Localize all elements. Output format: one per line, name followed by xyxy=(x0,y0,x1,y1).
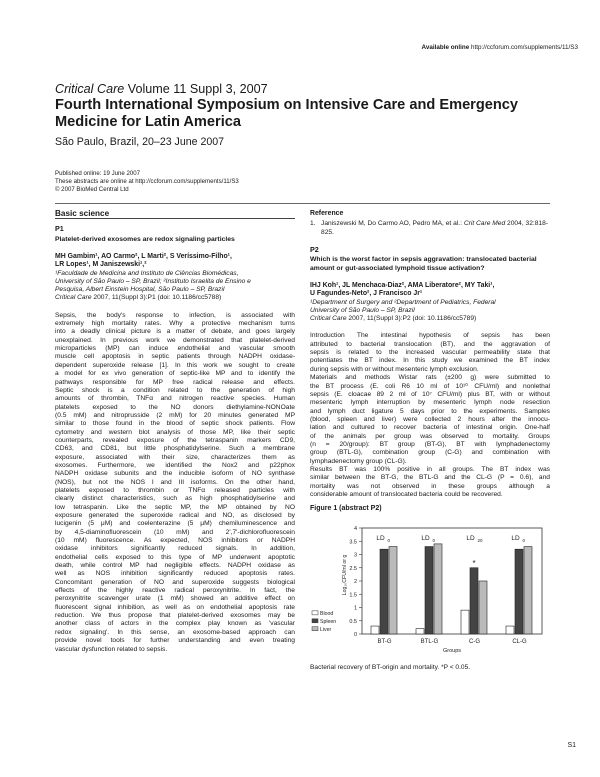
body-line: (n = 20/group): BT group (BT-G), BT with lymphadenectomy xyxy=(310,440,550,448)
abstract-body xyxy=(310,332,550,499)
legend-swatch xyxy=(312,611,318,615)
x-tick-label: C-G xyxy=(469,638,480,645)
reference-journal: Crit Care Med xyxy=(463,220,506,228)
bar xyxy=(389,546,397,633)
lethal-dose-annotation: LD xyxy=(421,534,430,542)
y-axis-label: Log₁₀CFU/ml or g xyxy=(342,554,348,595)
body-line: unexplained. In previous work we demonstrated that platelet-derived xyxy=(55,336,295,344)
journal-name: Critical Care xyxy=(55,82,125,96)
abstract-title: Which is the worst factor in sepsis aggravation: translocated bacterial amount or gut-associated lymphoid tissue activation? xyxy=(310,256,537,272)
body-line: peroxynitrite scavenger urate (1 mM) showed an additive effect on xyxy=(55,595,295,603)
section-heading: Basic science xyxy=(55,210,295,219)
reference-number: 1. xyxy=(310,220,316,228)
x-tick-label: BTL-G xyxy=(420,638,439,645)
affiliation-line: ¹Faculdade de Medicina and Instituto de Ciências Biomédicas, xyxy=(55,269,239,277)
y-tick-label: 3.5 xyxy=(349,538,357,545)
y-tick-label: 2.5 xyxy=(349,565,357,572)
body-line: pathways responsible for MP free radical release and effects. xyxy=(55,378,295,386)
lethal-dose-annotation: LD xyxy=(376,534,385,542)
page-number: S1 xyxy=(567,742,576,749)
body-line: fluorescent signal inhibition, as well as on endothelial apoptosis rate xyxy=(55,603,295,611)
header-divider xyxy=(55,203,550,204)
x-tick-label: CL-G xyxy=(512,638,527,645)
body-line: provide novel tools for further understanding and even treating xyxy=(55,637,295,645)
body-line: Concomitant generation of NO and superoxide suggests biological xyxy=(55,578,295,586)
body-line: low tetraspanin. Like the septic MP, the MP obtained by NO xyxy=(55,503,295,511)
body-line: vascular dysfunction related to sepsis. xyxy=(55,645,168,653)
y-tick-label: 3 xyxy=(353,552,357,559)
body-line: potentiates the BT index. In this study we examined the BT index xyxy=(310,357,550,365)
body-line: mesenteric lymph interruption by mesenteric lymph node resection xyxy=(310,399,550,407)
lethal-dose-annotation: LD xyxy=(466,534,475,542)
available-online-line xyxy=(422,44,578,51)
body-line: (10 mM) fluorescence. As expected, NOS inhibitors or NADPH xyxy=(55,537,295,545)
body-line: exposure, associated with their size, characterizes them as xyxy=(55,453,295,461)
affiliation-line: ¹Department of Surgery and ²Department of Pediatrics, Federal xyxy=(310,298,496,306)
body-line: platelets exposed to the NO donors diethylamine-NONOate xyxy=(55,403,295,411)
significance-star: * xyxy=(472,558,476,568)
available-label: Available online xyxy=(421,44,470,51)
journal-line xyxy=(55,82,268,96)
bar xyxy=(434,544,442,634)
annotation-subscript: 0 xyxy=(522,537,526,543)
body-line: endothelial cells exposed to this type of MP underwent apoptotic xyxy=(55,553,295,561)
reference-text xyxy=(321,220,550,237)
body-line: dependent superoxide release [1]. In this work we sought to create xyxy=(55,361,295,369)
bar xyxy=(515,549,523,634)
bar xyxy=(371,626,379,634)
authors-line: U Fagundes-Neto², J Francisco Jr¹ xyxy=(310,290,423,298)
body-line: extremely high mortality rates. Why a protective mechanism turns xyxy=(55,320,295,328)
reference-item xyxy=(310,220,550,237)
page-title: Fourth International Symposium on Intensive Care and Emergency Medicine for Latin America xyxy=(55,97,519,131)
bar xyxy=(425,546,433,633)
figure-caption: Bacterial recovery of BT-origin and mortality. *P < 0.05. xyxy=(310,663,471,671)
body-line: group (BTL-G), combination group (C-G) and combination with xyxy=(310,449,550,457)
legend-label: Spleen xyxy=(320,618,337,625)
body-line: oxidase inhibitors significantly reduced signals. In addition, xyxy=(55,545,295,553)
figure-title: Figure 1 (abstract P2) xyxy=(310,505,382,513)
reference-volume: 2004, 32:818-825. xyxy=(321,220,549,236)
bar-chart xyxy=(310,518,550,656)
body-line: similar to those found in the blood of septic shock patients. Flow xyxy=(55,420,295,428)
affiliation-line: University of São Paulo – SP, Brazil; ²Instituto Israelita de Ensino e xyxy=(55,277,251,285)
authors-line: IHJ Koh¹, JL Menchaca-Diaz², AMA Liberatore², MY Taki¹, xyxy=(310,281,495,289)
body-line: clearly distinct characteristics, such as high phosphatidylserine and xyxy=(55,495,295,503)
journal-volume: Volume 11 Suppl 3, 2007 xyxy=(127,82,268,96)
body-line: Septic shock is a condition related to the generation of high xyxy=(55,386,295,394)
authors-line: MH Gambim¹, AO Carmo², L Marti², S Veríssimo-Filho¹, xyxy=(55,252,232,260)
published-date: Published online: 19 June 2007 xyxy=(55,170,141,177)
body-line: reduction. We thus propose that platelet-derived exosomes may be xyxy=(55,612,295,620)
body-line: cytometry and western blot analysis of those MP, like their septic xyxy=(55,428,295,436)
body-line: NADPH oxidase subunits and the inducible isoform of NO synthase xyxy=(55,470,295,478)
supplement-url[interactable]: http://ccforum.com/supplements/11/S3 xyxy=(471,44,578,51)
x-axis-label: Groups xyxy=(442,647,462,654)
abstracts-url-line: These abstracts are online at http://ccforum.com/supplements/11/S3 xyxy=(55,178,239,186)
citation-line xyxy=(55,294,295,302)
lethal-dose-annotation: LD xyxy=(511,534,520,542)
bar xyxy=(524,546,532,633)
abstract-title: Platelet-derived exosomes are redox signaling particles xyxy=(55,235,235,243)
body-line: Sepsis, the body's response to infection, is associated with xyxy=(55,311,295,319)
annotation-subscript: 0 xyxy=(387,537,391,543)
body-line: sepsis is related to the increased vascular permeability state that xyxy=(310,349,550,357)
body-line: attributed to bacterial translocation (BT), and the aggravation of xyxy=(310,340,550,348)
body-line: effects of the highly reactive radical peroxynitrite. In fact, the xyxy=(55,587,295,595)
bar xyxy=(416,628,424,633)
bar xyxy=(479,581,487,634)
body-line: exosomes. Furthermore, we identified the Nox2 and p22phox xyxy=(55,461,295,469)
y-tick-label: 4 xyxy=(353,525,357,532)
body-line: Results BT was 100% positive in all groups. The BT index was xyxy=(310,465,550,473)
body-line: amounts of thrombin, TNFα and nitrogen reactive species. Human xyxy=(55,395,295,403)
citation-details: 2007, 11(Suppl 3):P2 (doi: 10.1186/cc5789) xyxy=(348,315,477,323)
body-line: Materials and methods Wistar rats (±200 g) were submitted to xyxy=(310,374,550,382)
body-line: lymphadenectomy group (CL-G). xyxy=(310,457,407,465)
body-line: CD63, and CD81, but little phosphatidylserine. Such a membrane xyxy=(55,445,295,453)
body-line: a model for ex vivo generation of septic-like MP and to identify the xyxy=(55,370,295,378)
body-line: platelets exposed to thrombin or TNFα released particles with xyxy=(55,486,295,494)
bar xyxy=(380,549,388,634)
conference-place: São Paulo, Brazil, 20–23 June 2007 xyxy=(55,136,225,148)
body-line: redox signaling'. In this sense, an exosome-based approach can xyxy=(55,628,295,636)
citation-journal: Critical Care xyxy=(55,294,92,302)
legend-swatch xyxy=(312,626,318,630)
body-line: lucigenin (5 μM) and coelenterazine (5 μM) chemiluminescence and xyxy=(55,520,295,528)
bar xyxy=(506,626,514,634)
body-line: the BT process (E. coli R6 10 ml of 10¹⁰ CFU/ml) and nonlethal xyxy=(310,382,550,390)
body-line: mortality was not observed in these groups although a xyxy=(310,482,550,490)
citation-details: 2007, 11(Suppl 3):P1 (doi: 10.1186/cc5788) xyxy=(93,294,222,302)
body-line: Introduction The intestinal hypothesis of sepsis has been xyxy=(310,332,550,340)
body-line: by 4,5-diaminofluorescein (10 mM) and 2',7'-dichlorofluorescein xyxy=(55,528,295,536)
legend-label: Liver xyxy=(320,626,332,633)
abstract-label: P2 xyxy=(310,245,319,255)
body-line: similar between the BT-G, the BTL-G and the CL-G (P = 0.6), and xyxy=(310,474,550,482)
body-line: sepsis (E. cloacae 89 2 ml of 10⁷ CFU/ml) plus BT, with or without xyxy=(310,390,550,398)
body-line: microparticles (MP) can induce endothelial and vascular smooth xyxy=(55,345,295,353)
figure-chart xyxy=(310,518,550,656)
authors-line: LR Lopes¹, M Janiszewski¹,² xyxy=(55,261,147,269)
y-tick-label: 1.5 xyxy=(349,591,357,598)
body-line: exposure generated the superoxide radical and NO, as disclosed by xyxy=(55,512,295,520)
annotation-subscript: 20 xyxy=(477,537,483,543)
body-line: considerable amount of translocated bacteria could be recovered. xyxy=(310,490,503,498)
body-line: lation and cultured to recover bacteria of intestinal origin. One-half xyxy=(310,424,550,432)
citation-line xyxy=(310,315,550,323)
affiliation-line: Pesquisa, Albert Einstein Hospital, São Paulo – SP, Brazil xyxy=(55,286,225,294)
body-line: (NOS), but not the NOS I and III isoforms. On the other hand, xyxy=(55,478,295,486)
reference-authors: Janiszewski M, Do Carmo AO, Pedro MA, et al.: xyxy=(321,220,462,228)
annotation-subscript: 0 xyxy=(432,537,436,543)
reference-heading: Reference xyxy=(310,210,344,217)
copyright-line: © 2007 BioMed Central Ltd xyxy=(55,186,129,194)
left-column xyxy=(55,210,295,654)
body-line: during sepsis with or without mesenteric lymph exclusion. xyxy=(310,365,479,373)
body-line: and lymph duct ligature 5 days prior to the experiments. Samples xyxy=(310,407,550,415)
abstract-body xyxy=(55,312,295,654)
legend-swatch xyxy=(312,618,318,622)
bar xyxy=(470,567,478,633)
y-tick-label: 0 xyxy=(353,631,357,638)
x-tick-label: BT-G xyxy=(377,638,392,645)
body-line: well as NOS inhibition significantly reduced apoptosis rates. xyxy=(55,570,295,578)
body-line: counterparts, revealed exposure of the tetraspanin markers CD9, xyxy=(55,436,295,444)
body-line: another class of actors in the complex play known as 'vascular xyxy=(55,620,295,628)
abstract-label: P1 xyxy=(55,224,64,234)
legend-label: Blood xyxy=(320,610,334,617)
body-line: (blood, spleen and liver) were collected 2 hours after the innocu- xyxy=(310,415,550,423)
y-tick-label: 2 xyxy=(353,578,357,585)
body-line: death, while control MP had negligible effects. NADPH oxidase as xyxy=(55,562,295,570)
publication-info xyxy=(55,170,239,195)
bar xyxy=(461,610,469,634)
y-tick-label: 0.5 xyxy=(349,618,357,625)
citation-journal: Critical Care xyxy=(310,315,347,323)
body-line: (0.5 mM) and nitroprusside (2 mM) for 20 minutes generated MP xyxy=(55,411,295,419)
right-column xyxy=(310,210,550,672)
body-line: into a deadly clinical picture is a matter of debate, and goes largely xyxy=(55,328,295,336)
body-line: of the animals per group was observed to mortality. Groups xyxy=(310,432,550,440)
body-line: muscle cell apoptosis in septic patients through NADPH oxidase- xyxy=(55,353,295,361)
affiliation-line: University of São Paulo – SP, Brazil xyxy=(310,306,415,314)
y-tick-label: 1 xyxy=(353,605,357,612)
